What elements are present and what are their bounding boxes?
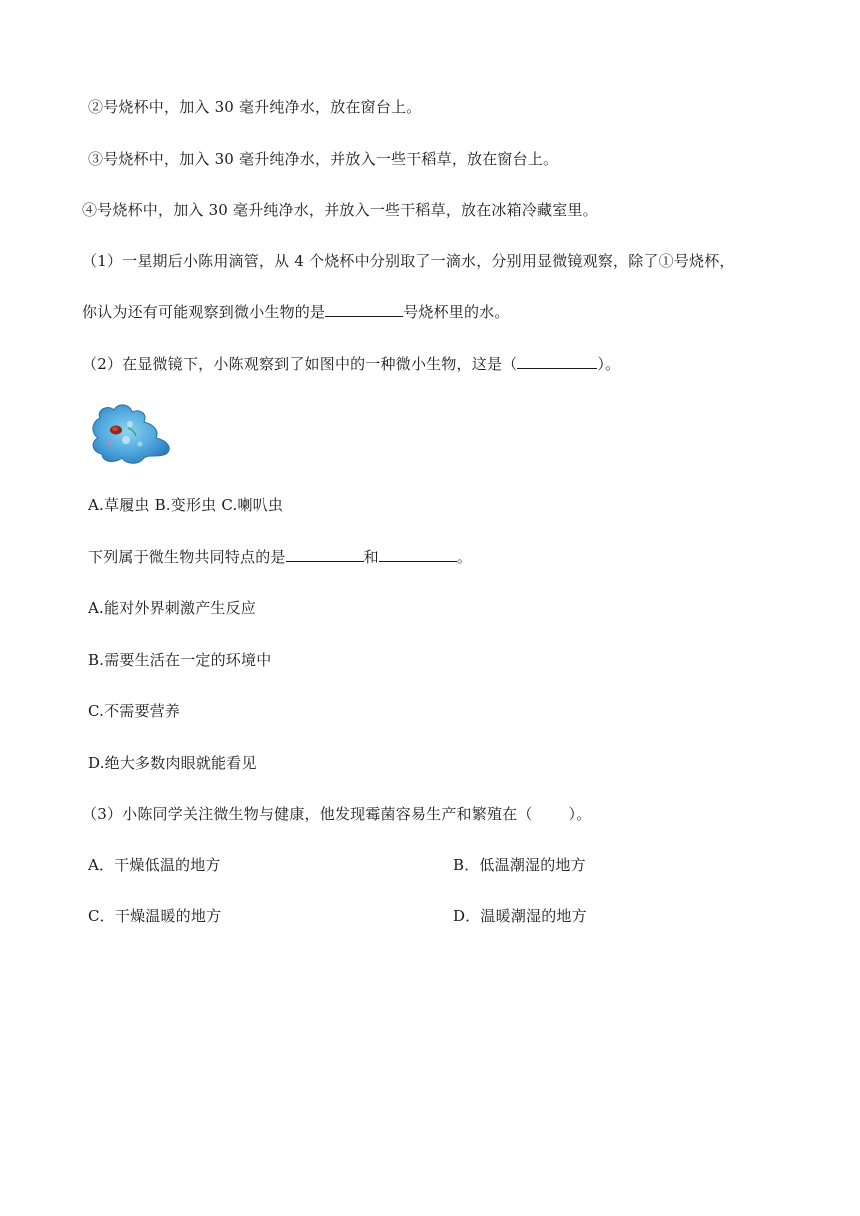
common-traits-middle: 和 [363, 548, 379, 566]
beaker-3-text: ③号烧杯中，加入 30 毫升纯净水，并放入一些干稻草，放在窗台上。 [88, 150, 559, 168]
question-1-line-1: （1）一星期后小陈用滴管，从 4 个烧杯中分别取了一滴水，分别用显微镜观察，除了①号烧杯， [82, 252, 735, 270]
question-2-prefix: （2）在显微镜下，小陈观察到了如图中的一种微小生物，这是（ [82, 355, 518, 373]
common-traits-option-b: B.需要生活在一定的环境中 [88, 651, 272, 669]
answer-blank-3[interactable] [286, 547, 364, 562]
question-1-suffix: 号烧杯里的水。 [403, 303, 510, 321]
question-3-stem [82, 804, 591, 824]
question-1-line-2 [82, 302, 510, 322]
common-traits-suffix: 。 [456, 548, 473, 566]
common-traits-option-a: A.能对外界刺激产生反应 [88, 599, 257, 617]
beaker-2-text: ②号烧杯中，加入 30 毫升纯净水，放在窗台上。 [88, 98, 422, 116]
question-3-option-a: A．干燥低温的地方 [88, 856, 221, 874]
question-3-option-c: C．干燥温暖的地方 [88, 907, 222, 925]
question-2-stem [82, 354, 620, 374]
question-3-option-d: D．温暖潮湿的地方 [453, 907, 587, 925]
common-traits-prefix: 下列属于微生物共同特点的是 [88, 548, 286, 566]
answer-blank-1[interactable] [325, 302, 403, 317]
common-traits-stem [88, 547, 472, 567]
answer-blank-2[interactable] [517, 354, 597, 369]
answer-blank-4[interactable] [379, 547, 457, 562]
question-3-option-b: B．低温潮湿的地方 [453, 856, 586, 874]
question-3-suffix: ）。 [568, 805, 592, 823]
common-traits-option-d: D.绝大多数肉眼就能看见 [88, 754, 257, 772]
common-traits-option-c: C.不需要营养 [88, 702, 181, 720]
question-3-prefix: （3）小陈同学关注微生物与健康，他发现霉菌容易生产和繁殖在（ [82, 805, 533, 823]
question-2-suffix: ）。 [597, 355, 621, 373]
question-1-prefix: 你认为还有可能观察到微小生物的是 [82, 303, 326, 321]
question-2-options: A.草履虫 B.变形虫 C.喇叭虫 [88, 496, 284, 514]
beaker-4-text: ④号烧杯中，加入 30 毫升纯净水，并放入一些干稻草，放在冰箱冷藏室里。 [82, 201, 598, 219]
amoeba-figure-icon [86, 400, 176, 468]
